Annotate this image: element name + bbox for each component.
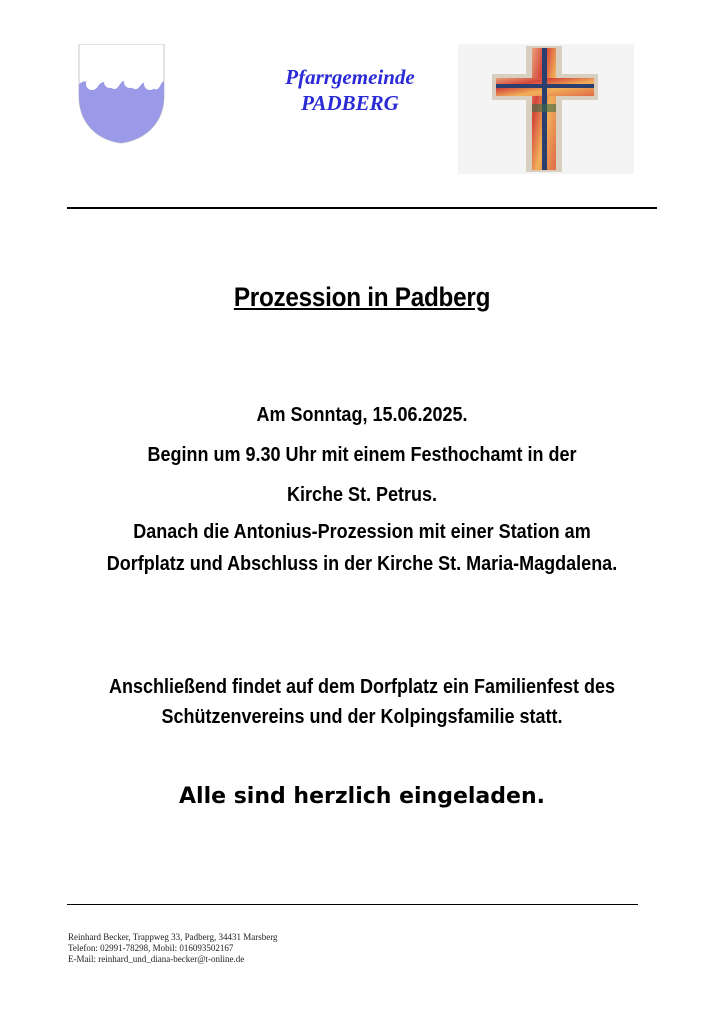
footer-contact <box>68 932 278 965</box>
footer-phone: Telefon: 02991-78298, Mobil: 016093502167 <box>68 943 234 953</box>
procession-end-line: Dorfplatz und Abschluss in der Kirche St. Maria-Magdalena. <box>106 553 618 575</box>
parish-name-line2: PADBERG <box>301 91 399 115</box>
festival-hosts-line: Schützenvereins und der Kolpingsfamilie statt. <box>161 706 563 728</box>
invitation-text: Alle sind herzlich eingeladen. <box>179 784 545 809</box>
parish-name-line1: Pfarrgemeinde <box>285 65 415 89</box>
footer-email: E-Mail: reinhard_und_diana-becker@t-online.de <box>68 954 245 964</box>
header-divider <box>67 207 657 209</box>
date-line: Am Sonntag, 15.06.2025. <box>256 404 468 426</box>
cross-icon <box>458 44 634 174</box>
page-title: Prozession in Padberg <box>233 282 491 312</box>
coat-of-arms-icon <box>78 44 165 144</box>
footer-divider <box>67 904 638 905</box>
procession-line: Danach die Antonius-Prozession mit einer Station am <box>133 521 591 543</box>
footer-address: Reinhard Becker, Trappweg 33, Padberg, 34431 Marsberg <box>68 932 278 942</box>
church-line: Kirche St. Petrus. <box>286 484 438 506</box>
start-line: Beginn um 9.30 Uhr mit einem Festhochamt in der <box>147 444 577 466</box>
festival-line: Anschließend findet auf dem Dorfplatz ein Familienfest des <box>108 676 616 698</box>
parish-name <box>230 64 470 116</box>
